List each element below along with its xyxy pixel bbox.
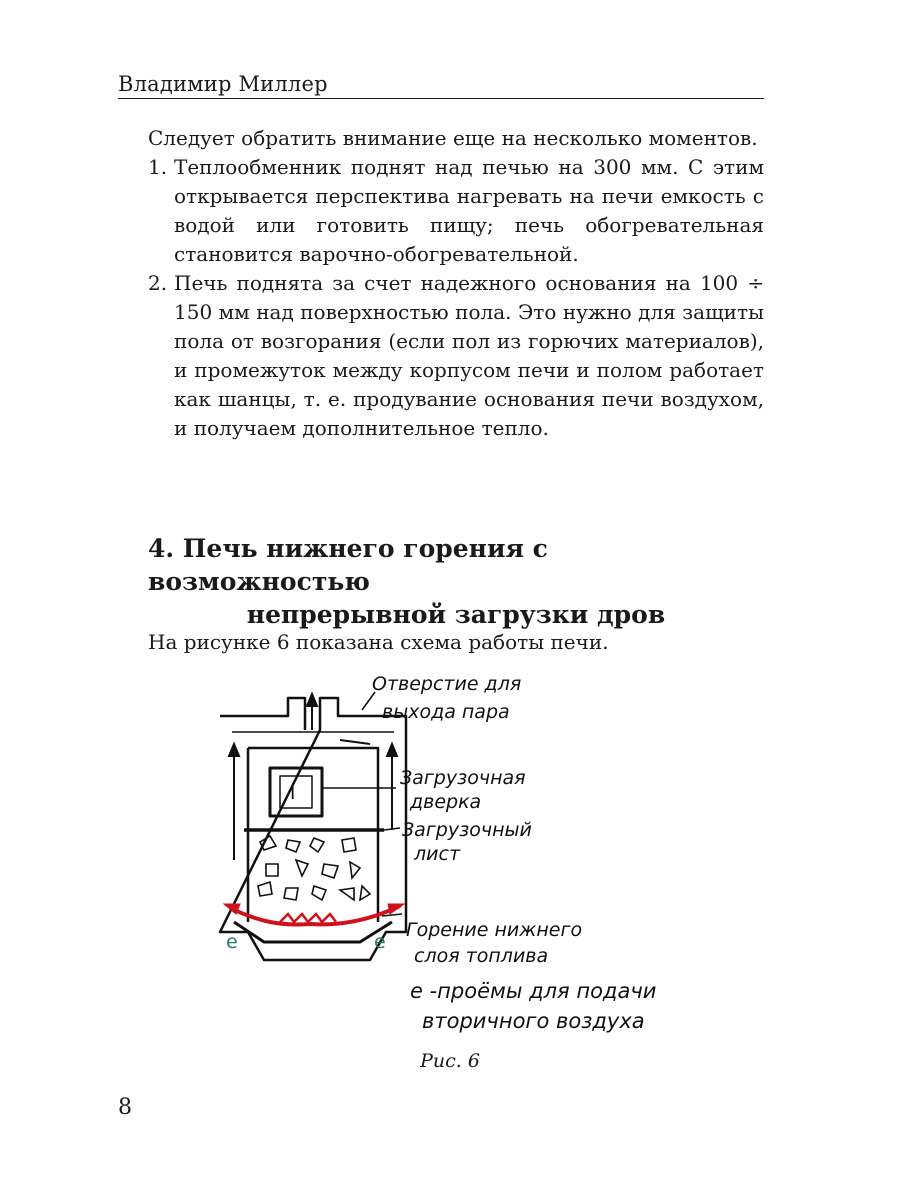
label-burning-line-1: Горение нижнего <box>406 919 583 941</box>
intro-paragraph: Следует обратить внимание еще на несколько моментов. <box>148 126 758 150</box>
stove-diagram-figure <box>210 660 680 1040</box>
fuel-pieces <box>258 836 370 900</box>
label-loading-sheet-line-2: лист <box>414 843 461 865</box>
figure-caption: Рис. 6 <box>420 1050 480 1072</box>
header-author: Владимир Миллер <box>118 72 328 96</box>
label-loading-door-line-2: дверка <box>410 791 482 813</box>
list-item <box>148 269 764 443</box>
section-heading-line-2: непрерывной загрузки дров <box>246 600 666 629</box>
door-mark: I <box>290 783 296 804</box>
label-steam-hole-line-1: Отверстие для <box>372 673 522 695</box>
page-number: 8 <box>118 1095 132 1120</box>
label-openings-line-2: вторичного воздуха <box>422 1009 645 1033</box>
section-heading <box>148 532 764 631</box>
label-loading-door-line-1: Загрузочная <box>400 767 526 789</box>
section-heading-line-1: 4. Печь нижнего горения с возможностью <box>148 534 548 596</box>
running-header <box>118 70 764 99</box>
label-loading-sheet-line-1: Загрузочный <box>402 819 532 841</box>
list-item-number: 2. <box>148 271 168 295</box>
label-steam-hole-line-2: выхода пара <box>382 701 510 723</box>
list-item-text: Печь поднята за счет надежного основания на 100 ÷ 150 мм над поверхностью пола. Это нужно для защиты пола от возгорания (если пол из горючих материалов), и промежуток между корпусом печи и полом работает как шанцы, т. е. продувание основания печи воздухом, и получаем дополнительное тепло. <box>174 271 764 440</box>
leader-lines <box>322 692 402 916</box>
stove-diagram <box>210 660 680 1040</box>
stove-body <box>220 698 406 960</box>
e-opening-left: e <box>226 931 238 953</box>
list-item <box>148 153 764 269</box>
list-item-number: 1. <box>148 155 168 179</box>
numbered-list <box>148 153 764 443</box>
list-item-text: Теплообменник поднят над печью на 300 мм. С этим открывается перспектива нагревать на печи емкость с водой или готовить пищу; печь обогревательная становится варочно-обогревательной. <box>174 155 764 266</box>
label-burning-line-2: слоя топлива <box>414 945 549 967</box>
e-opening-right: e <box>374 931 386 953</box>
figure-reference-paragraph: На рисунке 6 показана схема работы печи. <box>148 630 609 654</box>
body-text <box>148 124 764 443</box>
airflow-arrows <box>229 694 397 860</box>
label-openings-line-1: е -проёмы для подачи <box>410 979 657 1003</box>
